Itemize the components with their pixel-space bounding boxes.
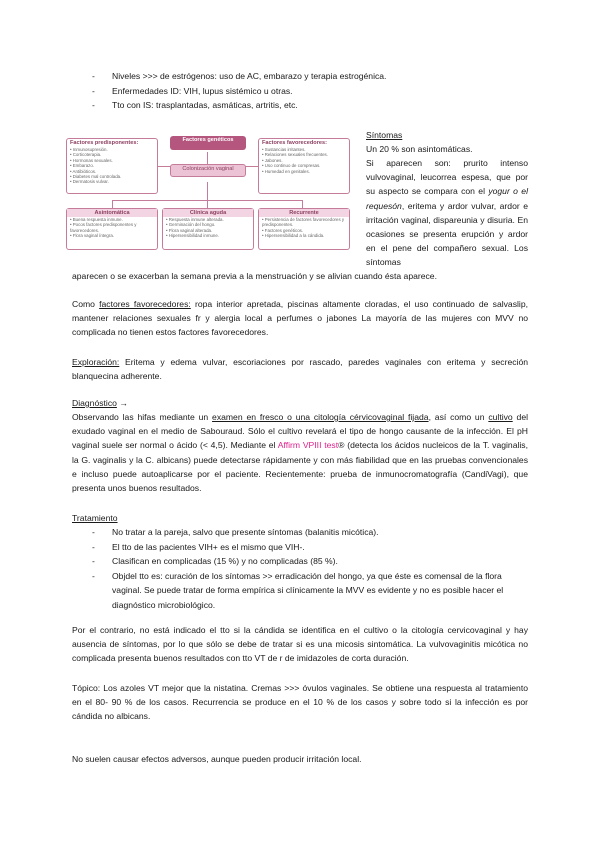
diagram-colonization-box [170,164,246,177]
diagram-left-title: Factores predisponentes: [70,140,139,146]
topico-paragraph: Tópico: Los azoles VT mejor que la nistatina. Cremas >>> óvulos vaginales. Se obtiene una respuesta al tratamiento en el 80- 90 % de los casos. Recurrencia se produce en el 10 % de los casos y sobre todo si la infección es por cándida no albicans. [72,683,528,722]
intro-bullet-list [92,69,422,113]
diagram-b1-items: • Buena respuesta inmune. • Pocos factores predisponentes y favorecedores. • Flora vaginal íntegra. [70,217,137,239]
diagram-right-items: • Sustancias irritantes. • Relaciones sexuales frecuentes. • Jabones. • Uso continuo de compresas. • Humedad en genitales. [262,147,328,174]
sintomas-heading: Síntomas [366,130,403,140]
diagram-acute-box [162,208,254,250]
diagram-b3-title: Recurrente [259,209,349,217]
diagram-left-items: • Inmunosupresión. • Corticoterapia. • Hormonas sexuales. • Embarazo. • Antibióticos. • Diabetes mal controlada. • Dermatosis vulvar. [70,147,122,185]
list-item: - Niveles >>> de estrógenos: uso de AC, embarazo y terapia estrogénica. [92,69,422,84]
final-paragraph: No suelen causar efectos adversos, aunque pueden producir irritación local. [72,754,362,764]
diagram-b2-title: Clínica aguda [163,209,253,217]
factores-paragraph: Como factores favorecedores: ropa interior apretada, piscinas altamente cloradas, el uso continuado de salvaslip, mantener relaciones sexuales fr y alergia local a perfumes o jabones La mayoría de las mujeres con MVV no complicada no tienen estos factores favorecedores. [72,299,528,338]
list-item: - Objdel tto es: curación de los síntomas >> erradicación del hongo, ya que éste es comensal de la flora vaginal. Se puede tratar de forma empírica si clínicamente la MVV es evidente y no es posible hacer el diagnóstico microbiológico. [92,569,528,613]
list-item: - Enfermedades ID: VIH, lupus sistémico u otras. [92,84,422,99]
tratamiento-bullet-list [92,525,528,612]
diagram-genetic-factors-box [170,136,246,150]
diagram-middle-label: Colonización vaginal [182,166,234,172]
exploracion-paragraph: Exploración: Eritema y edema vulvar, escoriaciones por rascado, paredes vaginales con eritema y secreción blanquecina adherente. [72,357,528,382]
sintomas-continuation: aparecen o se exacerban la semana previa a la menstruación y se alivian cuando ésta aparece. [72,271,437,281]
list-item: - Clasifican en complicadas (15 %) y no complicadas (85 %). [92,554,528,569]
diagram-top-label: Factores genéticos [182,137,234,143]
diagram-right-title: Factores favorecedores: [262,140,327,146]
list-item: - Tto con IS: trasplantadas, asmáticas, artritis, etc. [92,98,422,113]
list-item: - No tratar a la pareja, salvo que presente síntomas (balanitis micótica). [92,525,528,540]
diagram-b3-items: • Persistencia de factores favorecedores y predisponentes. • Factores genéticos. • Hipersensibilidad a la cándida. [262,217,345,239]
affirm-test-highlight: Affirm VPIII test [277,440,339,451]
sintomas-line-1: Un 20 % son asintomáticas. [366,144,473,154]
diagram-predisposing-box [66,138,158,194]
diagram-asymptomatic-box [66,208,158,250]
contrario-paragraph: Por el contrario, no está indicado el tto si la cándida se identifica en el cultivo o la citología cervicovaginal y hay ausencia de síntomas, por lo que sólo se debe de tratar si es una micosis sintomática. La vulvovaginitis micótica no complicada presenta buenos resultados con tto VT de r de imidazoles de corta duración. [72,625,528,664]
diagram-b2-items: • Respuesta inmune alterada. • Germinación del hongo. • Flora vaginal alterada. • Hipersensibilidad inmune. [166,217,224,239]
sintomas-paragraph: Si aparecen son: prurito intenso vulvovaginal, leucorrea espesa, que por su aspecto se compara con el yogur o el requesón, eritema y ardor vulvar, ardor e irritación vaginal, dispareunia y disuria. En ocasiones se presenta erupción y ardor en el pene del compañero sexual. Los síntomas [366,158,528,268]
list-item: - El tto de las pacientes VIH+ es el mismo que VIH-. [92,540,528,555]
tratamiento-heading: Tratamiento [72,513,118,523]
diagnostico-paragraph: Observando las hifas mediante un examen en fresco o una citología cérvicovaginal fijada, así como un cultivo del exudado vaginal en el medio de Sabouraud. Sólo el cultivo revelará el tipo de hongo causante de la infección. El pH vaginal suele ser normal o ácido (< 4,5). Mediante el Affirm VPIII test® (detecta los ácidos nucleicos de la T. vaginalis, la G. vaginalis y la C. albicans) puede detectarse rápidamente y con más fiabilidad que en las pruebas convencionales e incluso puede autoaplicarse por el paciente. Recientemente: prueba de inmunocromatografía (CandiVagi), que presenta unos buenos resultados. [72,412,529,494]
candidiasis-diagram [66,136,350,252]
diagram-recurrent-box [258,208,350,250]
diagram-b1-title: Asintomática [67,209,157,217]
diagram-favoring-box [258,138,350,194]
diagnostico-heading: Diagnóstico → [72,398,128,408]
